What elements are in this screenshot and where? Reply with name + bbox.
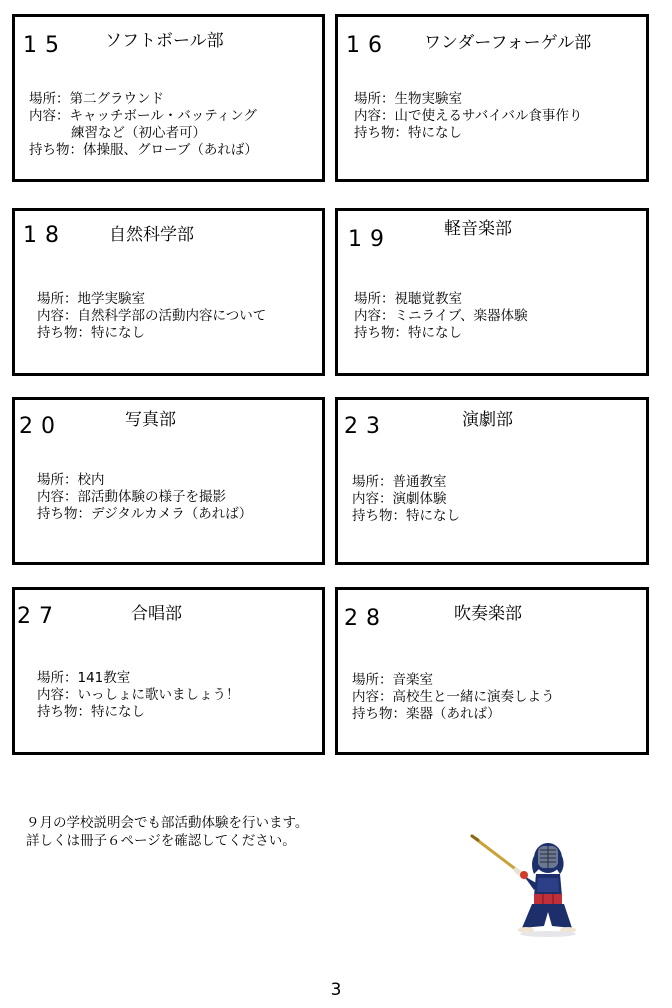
club-number: 15 bbox=[23, 33, 67, 58]
club-activity: 内容：いっしょに歌いましょう！ bbox=[37, 687, 240, 703]
club-number: 18 bbox=[23, 223, 67, 248]
club-number: 23 bbox=[344, 414, 388, 439]
club-name: ソフトボール部 bbox=[105, 31, 224, 51]
club-details bbox=[352, 474, 460, 525]
club-details bbox=[29, 91, 258, 159]
club-card-19 bbox=[335, 208, 649, 376]
club-card-28 bbox=[335, 587, 649, 755]
club-location: 場所：校内 bbox=[37, 472, 105, 488]
club-activity-cont: 練習など（初心者可） bbox=[71, 125, 206, 141]
kendo-player-icon bbox=[468, 828, 578, 938]
club-items: 持ち物：特になし bbox=[354, 325, 462, 341]
club-card-20 bbox=[12, 397, 325, 565]
club-activity: 内容：高校生と一緒に演奏しよう bbox=[352, 689, 555, 705]
club-details bbox=[37, 472, 252, 523]
club-card-23 bbox=[335, 397, 649, 565]
club-activity: 内容：自然科学部の活動内容について bbox=[37, 308, 267, 324]
club-activity: 内容：山で使えるサバイバル食事作り bbox=[354, 108, 583, 124]
club-number: 20 bbox=[19, 414, 63, 439]
club-items: 持ち物：デジタルカメラ（あれば） bbox=[37, 506, 253, 522]
club-items: 持ち物：特になし bbox=[354, 125, 462, 141]
club-location: 場所：普通教室 bbox=[352, 474, 447, 490]
club-items: 持ち物：体操服、グローブ（あれば） bbox=[29, 142, 258, 158]
club-items: 持ち物：特になし bbox=[37, 704, 145, 720]
club-details bbox=[352, 672, 555, 723]
notice-text bbox=[26, 814, 308, 850]
club-location: 場所：第二グラウンド bbox=[29, 91, 164, 107]
club-name: 吹奏楽部 bbox=[454, 604, 522, 624]
club-items: 持ち物：楽器（あれば） bbox=[352, 706, 501, 722]
club-card-27 bbox=[12, 587, 325, 755]
club-number: 19 bbox=[348, 227, 392, 252]
club-number: 28 bbox=[344, 606, 388, 631]
notice-line-2: 詳しくは冊子６ページを確認してください。 bbox=[26, 833, 296, 849]
club-name: ワンダーフォーゲル部 bbox=[424, 33, 592, 53]
club-location: 場所：音楽室 bbox=[352, 672, 433, 688]
club-details bbox=[37, 670, 240, 721]
club-details bbox=[37, 291, 266, 342]
club-name: 自然科学部 bbox=[109, 225, 194, 245]
club-name: 軽音楽部 bbox=[444, 219, 512, 239]
club-activity: 内容：キャッチボール・バッティング bbox=[29, 108, 257, 124]
club-name: 演劇部 bbox=[462, 410, 513, 430]
club-location: 場所：地学実験室 bbox=[37, 291, 145, 307]
club-activity: 内容：部活動体験の様子を撮影 bbox=[37, 489, 226, 505]
club-number: 16 bbox=[346, 33, 390, 58]
club-card-15 bbox=[12, 14, 325, 182]
page-number: 3 bbox=[330, 980, 342, 1000]
club-card-18 bbox=[12, 208, 325, 376]
club-location: 場所：生物実験室 bbox=[354, 91, 462, 107]
notice-line-1: ９月の学校説明会でも部活動体験を行います。 bbox=[26, 815, 309, 831]
club-details bbox=[354, 291, 528, 342]
club-items: 持ち物：特になし bbox=[37, 325, 145, 341]
club-location: 場所：視聴覚教室 bbox=[354, 291, 462, 307]
club-name: 合唱部 bbox=[131, 604, 182, 624]
club-activity: 内容：演劇体験 bbox=[352, 491, 447, 507]
club-card-16 bbox=[335, 14, 649, 182]
club-name: 写真部 bbox=[125, 410, 176, 430]
club-details bbox=[354, 91, 582, 142]
club-activity: 内容：ミニライブ、楽器体験 bbox=[354, 308, 528, 324]
club-items: 持ち物：特になし bbox=[352, 508, 460, 524]
club-number: 27 bbox=[17, 604, 61, 629]
club-location: 場所：141教室 bbox=[37, 670, 131, 686]
